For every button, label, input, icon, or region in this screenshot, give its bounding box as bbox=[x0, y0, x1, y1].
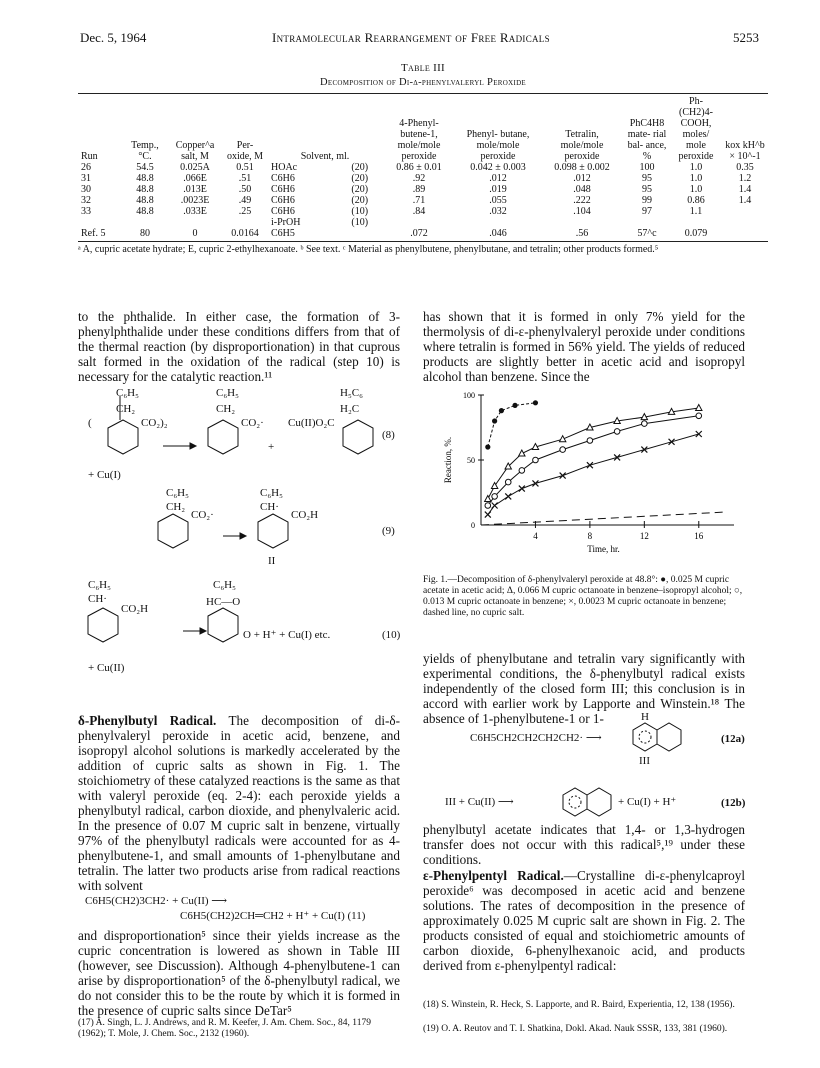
col-run: Run bbox=[81, 151, 98, 162]
table-cell bbox=[382, 217, 456, 228]
y-tick-label: 50 bbox=[467, 456, 475, 465]
table-cell: 99 bbox=[642, 195, 652, 206]
point-cross bbox=[532, 480, 538, 486]
table-cell bbox=[670, 217, 722, 228]
table-cell: (20) bbox=[351, 195, 369, 206]
y-tick-label: 100 bbox=[463, 391, 475, 400]
left-para-2: The decomposition of di-δ-phenylvaleryl peroxide in acetic acid, benzene, and isopropyl alcohol solutions is markedly accelerated by the addition of cupric salts as shown in Fig. 1. The stoichiometry of these catalyzed reactions is the same as that with valeryl peroxide (eq. 2-4): each peroxide yields a phenylbutyl radical, carbon dioxide, and phenylvaleric acid. In the presence of 0.07 M cupric salt in benzene, virtually 97% of the phenylbutyl radicals were accounted for as 4-phenylbutene-1, and small amounts of 1-phenylbutane and tetralin. The latter two products arise from radical reactions with solvent bbox=[78, 713, 400, 893]
table-cell: 1.0 bbox=[689, 184, 703, 195]
point-triangle bbox=[519, 450, 525, 456]
footnote-19: (19) O. A. Reutov and T. I. Shatkina, Dokl. Akad. Nauk SSSR, 133, 381 (1960). bbox=[423, 1024, 728, 1034]
point-circle bbox=[492, 494, 498, 500]
point-triangle bbox=[696, 405, 702, 411]
svg-text:C₆H₅: C₆H₅ bbox=[88, 579, 111, 591]
left-para-3: and disproportionation⁵ since their yields increase as the cupric concentration is lowered as shown in Table III (however, see Discussion). Although 4-phenylbutene-1 can arise by disproportionation⁵ of the δ-phenylbutyl radical, we do not consider this to be the route by which it is formed in the presence of cupric salts since DeTar⁵ bbox=[78, 928, 400, 1018]
page-number: 5253 bbox=[733, 30, 759, 45]
eq-12b-number: (12b) bbox=[721, 797, 745, 809]
table-cell: HOAc bbox=[271, 162, 298, 173]
table-cell: C6H6 bbox=[271, 206, 295, 217]
table-row bbox=[78, 206, 768, 217]
table-cell: .046 bbox=[489, 228, 507, 239]
col-k: kox kH^b × 10^-1 bbox=[725, 140, 765, 162]
table-cell: 1.0 bbox=[689, 162, 703, 173]
point-cross bbox=[641, 447, 647, 453]
table-cell: (20) bbox=[351, 184, 369, 195]
col-temp: Temp., °C. bbox=[131, 140, 159, 162]
table-cell: 1.1 bbox=[689, 206, 703, 217]
table-row bbox=[78, 195, 768, 206]
table-cell: .51 bbox=[238, 173, 252, 184]
left-section-delta-phenylbutyl bbox=[78, 713, 400, 893]
svg-text:H₅C₆: H₅C₆ bbox=[340, 387, 363, 399]
table-cell: .0023E bbox=[180, 195, 210, 206]
running-date: Dec. 5, 1964 bbox=[80, 30, 147, 45]
point-cross bbox=[560, 473, 566, 479]
table-cell: 0.079 bbox=[684, 228, 708, 239]
left-para-1: to the phthalide. In either case, the formation of 3-phenylphthalide under these conditions differs from that of the thermal reaction (by disproportionation) in that cuprous salt formed in the oxidation of the radical (step 10) is necessary for the catalytic reaction.¹¹ bbox=[78, 309, 400, 384]
table-cell: 80 bbox=[140, 228, 150, 239]
series-line-dot bbox=[488, 403, 536, 447]
table-cell: 57^c bbox=[637, 228, 657, 239]
table-cell: 30 bbox=[81, 184, 91, 195]
table-cell: .048 bbox=[573, 184, 591, 195]
table-cell: 32 bbox=[81, 195, 91, 206]
running-title: Intramolecular Rearrangement of Free Radicals bbox=[272, 30, 550, 45]
table-cell: 97 bbox=[642, 206, 652, 217]
col-acid: Ph- (CH2)4- COOH, moles/ mole peroxide bbox=[678, 96, 714, 162]
point-cross bbox=[485, 512, 491, 518]
eq-11-line-2: C6H5(CH2)2CH═CH2 + H⁺ + Cu(I) (11) bbox=[180, 910, 366, 922]
svg-text:CO₂H: CO₂H bbox=[291, 509, 319, 521]
point-circle bbox=[533, 457, 539, 463]
col-copper: Copper^a salt, M bbox=[175, 140, 215, 162]
data-table bbox=[78, 96, 768, 239]
eq-8-number: (8) bbox=[382, 429, 395, 441]
svg-text:CO₂)₂: CO₂)₂ bbox=[141, 417, 168, 429]
table-cell: 48.8 bbox=[136, 173, 154, 184]
table-cell: (20) bbox=[351, 162, 369, 173]
table-header-row bbox=[78, 96, 768, 162]
table-cell bbox=[122, 217, 168, 228]
table-cell: .71 bbox=[412, 195, 426, 206]
section-heading-phenylpentyl: ε-Phenylpentyl Radical. bbox=[423, 868, 564, 883]
table-cell: .104 bbox=[573, 206, 591, 217]
svg-text:CH₂: CH₂ bbox=[116, 403, 136, 415]
table-top-rule bbox=[78, 93, 768, 94]
table-caption: Decomposition of Di-δ-phenylvaleryl Peroxide bbox=[319, 77, 527, 88]
point-circle bbox=[485, 503, 491, 509]
point-dot bbox=[512, 403, 517, 408]
table-cell bbox=[722, 206, 768, 217]
table-cell: (10) bbox=[351, 217, 369, 228]
table-cell: .019 bbox=[489, 184, 507, 195]
y-axis-label: Reaction, %. bbox=[443, 436, 453, 484]
col-tetralin: Tetralin, mole/mole peroxide bbox=[560, 129, 604, 162]
table-cell: 1.2 bbox=[738, 173, 752, 184]
point-circle bbox=[614, 429, 620, 435]
table-cell: .032 bbox=[489, 206, 507, 217]
point-circle bbox=[505, 479, 511, 485]
svg-text:C₆H₅: C₆H₅ bbox=[216, 387, 239, 399]
table-cell: 0.0164 bbox=[231, 228, 259, 239]
series-line-dashed bbox=[481, 512, 726, 525]
table-cell: 0.098 ± 0.002 bbox=[554, 162, 610, 173]
point-dot bbox=[485, 444, 490, 449]
figure-1-chart bbox=[423, 385, 745, 570]
table-cell bbox=[624, 217, 670, 228]
table-cell: .033E bbox=[183, 206, 207, 217]
point-circle bbox=[560, 447, 566, 453]
svg-text:C₆H₅: C₆H₅ bbox=[213, 579, 236, 591]
point-cross bbox=[492, 503, 498, 509]
table-row bbox=[78, 184, 768, 195]
footnote-17: (17) A. Singh, L. J. Andrews, and R. M. Keefer, J. Am. Chem. Soc., 84, 1179 (1962); T. Mole, J. Chem. Soc., 2132 (1960). bbox=[78, 1018, 371, 1039]
figure-1-caption: Fig. 1.—Decomposition of δ-phenylvaleryl peroxide at 48.8°: ●, 0.025 M cupric acetate in acetic acid; Δ, 0.066 M cupric octanoate in benzene–isopropyl alcohol; ○, 0.013 M cupric octanoate in benzene; ×, 0.0023 M cupric octanoate in benzene; dashed line, no cupric salt. bbox=[423, 575, 743, 618]
table-cell: .013E bbox=[183, 184, 207, 195]
table-cell bbox=[338, 228, 382, 239]
table-cell: 33 bbox=[81, 206, 91, 217]
table-cell: .012 bbox=[573, 173, 591, 184]
table-cell bbox=[540, 217, 624, 228]
table-cell: 1.4 bbox=[738, 184, 752, 195]
point-triangle bbox=[485, 496, 491, 502]
series-line-circle bbox=[488, 416, 699, 506]
point-cross bbox=[519, 486, 525, 492]
table-cell bbox=[168, 217, 222, 228]
table-cell: Ref. 5 bbox=[81, 228, 106, 239]
svg-text:CO₂H: CO₂H bbox=[121, 603, 149, 615]
table-row bbox=[78, 228, 768, 239]
table-cell: .25 bbox=[238, 206, 252, 217]
label-III: III bbox=[639, 755, 650, 767]
svg-text:+ Cu(I): + Cu(I) bbox=[88, 469, 121, 481]
right-para-1: has shown that it is formed in only 7% yield for the thermolysis of di-ε-phenylvaleryl peroxide under conditions where tetralin is formed in 56% yield. The yields of reduced products are slightly better in acetic acid and isopropyl alcohol than benzene. Since the bbox=[423, 309, 745, 384]
table-cell: 1.0 bbox=[689, 173, 703, 184]
point-cross bbox=[587, 462, 593, 468]
table-cell: (20) bbox=[351, 173, 369, 184]
point-cross bbox=[669, 439, 675, 445]
table-cell: .012 bbox=[489, 173, 507, 184]
table-cell: .50 bbox=[238, 184, 252, 195]
col-phenylbutane: Phenyl- butane, mole/mole peroxide bbox=[466, 129, 530, 162]
point-circle bbox=[587, 438, 593, 444]
table-cell bbox=[222, 217, 268, 228]
table-cell: .92 bbox=[412, 173, 426, 184]
x-tick-label: 16 bbox=[694, 531, 704, 541]
svg-text:H₂C: H₂C bbox=[340, 403, 360, 415]
right-para-2: yields of phenylbutane and tetralin vary significantly with experimental conditions, the δ-phenylbutyl radical exists independently of the closed form III; this conclusion is in accord with earlier work by Lapporte and Winstein.¹⁸ The absence of 1-phenylbutene-1 or 1- bbox=[423, 651, 745, 726]
y-tick-label: 0 bbox=[471, 521, 475, 530]
point-cross bbox=[505, 493, 511, 499]
svg-text:+ Cu(II): + Cu(II) bbox=[88, 662, 125, 674]
eq-10-number: (10) bbox=[382, 629, 401, 641]
reaction-scheme-8-10 bbox=[78, 386, 408, 696]
eq-9-number: (9) bbox=[382, 525, 395, 537]
table-cell: 48.8 bbox=[136, 195, 154, 206]
footnote-18: (18) S. Winstein, R. Heck, S. Lapporte, and R. Baird, Experientia, 12, 138 (1956). bbox=[423, 1000, 735, 1010]
svg-text:(: ( bbox=[88, 417, 92, 429]
x-tick-label: 12 bbox=[639, 531, 649, 541]
eq-12a-number: (12a) bbox=[721, 733, 745, 745]
table-cell: 48.8 bbox=[136, 206, 154, 217]
svg-text:O + H⁺ + Cu(I) etc.: O + H⁺ + Cu(I) etc. bbox=[243, 629, 331, 641]
table-cell bbox=[78, 217, 122, 228]
svg-text:Cu(II)O₂C: Cu(II)O₂C bbox=[288, 417, 335, 429]
point-cross bbox=[696, 431, 702, 437]
table-row bbox=[78, 217, 768, 228]
table-cell: 0.042 ± 0.003 bbox=[470, 162, 526, 173]
table-cell: 1.4 bbox=[738, 195, 752, 206]
table-cell: 0.51 bbox=[236, 162, 254, 173]
table-cell: 95 bbox=[642, 173, 652, 184]
table-cell: (10) bbox=[351, 206, 369, 217]
table-cell: 100 bbox=[639, 162, 655, 173]
eq-12a-left: C6H5CH2CH2CH2CH2· ⟶ bbox=[470, 732, 602, 744]
table-cell: 54.5 bbox=[136, 162, 154, 173]
point-circle bbox=[642, 421, 648, 427]
svg-text:H: H bbox=[641, 712, 649, 723]
table-cell: .84 bbox=[412, 206, 426, 217]
eq-12b-left: III + Cu(II) ⟶ bbox=[445, 796, 514, 808]
table-cell: C6H5 bbox=[271, 228, 295, 239]
right-section-epsilon-phenylpentyl bbox=[423, 868, 745, 973]
table-cell: 0.86 bbox=[687, 195, 705, 206]
table-cell: C6H6 bbox=[271, 195, 295, 206]
table-cell: C6H6 bbox=[271, 173, 295, 184]
point-dot bbox=[533, 400, 538, 405]
label-II: II bbox=[268, 555, 276, 567]
table-row bbox=[78, 162, 768, 173]
svg-text:+: + bbox=[268, 441, 275, 453]
svg-text:HC—O: HC—O bbox=[206, 596, 241, 608]
point-cross bbox=[614, 454, 620, 460]
eq-12b-right: + Cu(I) + H⁺ bbox=[618, 796, 677, 808]
svg-text:CH₂: CH₂ bbox=[216, 403, 236, 415]
series-line-cross bbox=[488, 434, 699, 515]
table-cell: 0.35 bbox=[736, 162, 754, 173]
svg-text:CO₂·: CO₂· bbox=[241, 417, 264, 429]
point-circle bbox=[696, 413, 702, 419]
table-cell: 95 bbox=[642, 184, 652, 195]
table-cell: .49 bbox=[238, 195, 252, 206]
col-balance: PhC4H8 mate- rial bal- ance, % bbox=[627, 118, 667, 162]
table-cell: i-PrOH bbox=[271, 217, 301, 228]
table-bottom-rule bbox=[78, 241, 768, 242]
point-dot bbox=[499, 408, 504, 413]
x-tick-label: 8 bbox=[587, 531, 593, 541]
svg-text:C₆H₅: C₆H₅ bbox=[166, 487, 189, 499]
table-cell: .89 bbox=[412, 184, 426, 195]
x-axis-label: Time, hr. bbox=[587, 544, 620, 554]
table-cell: 0.86 ± 0.01 bbox=[396, 162, 442, 173]
svg-text:CO₂·: CO₂· bbox=[191, 509, 214, 521]
svg-text:CH₂: CH₂ bbox=[166, 501, 186, 513]
x-tick-label: 4 bbox=[533, 531, 538, 541]
eq-11-line-1: C6H5(CH2)3CH2· + Cu(II) ⟶ bbox=[85, 895, 228, 907]
svg-text:C₆H₅: C₆H₅ bbox=[116, 387, 139, 399]
table-cell: .072 bbox=[410, 228, 428, 239]
point-circle bbox=[519, 468, 525, 474]
table-cell: 0.025A bbox=[180, 162, 210, 173]
table-cell: 31 bbox=[81, 173, 91, 184]
col-phenylbutene: 4-Phenyl- butene-1, mole/mole peroxide bbox=[397, 118, 441, 162]
table-row bbox=[78, 173, 768, 184]
table-cell: 48.8 bbox=[136, 184, 154, 195]
table-footnote: ᵃ A, cupric acetate hydrate; E, cupric 2-ethylhexanoate. ᵇ See text. ᶜ Material as phenylbutene, phenylbutane, and tetralin; other products formed.⁵ bbox=[78, 244, 659, 255]
table-cell: .56 bbox=[575, 228, 589, 239]
col-solvent: Solvent, ml. bbox=[300, 151, 350, 162]
table-cell: 0 bbox=[192, 228, 198, 239]
table-cell bbox=[722, 217, 768, 228]
section-heading-phenylbutyl: δ-Phenylbutyl Radical. bbox=[78, 713, 217, 728]
right-para-3: phenylbutyl acetate indicates that 1,4- or 1,3-hydrogen transfer does not occur with this radical⁵,¹⁹ under these conditions. bbox=[423, 822, 745, 867]
right-para-4: —Crystalline di-ε-phenylcaproyl peroxide⁶ was decomposed in acetic acid and benzene solutions. The rates of decomposition in the presence of approximately 0.025 M cupric salt are shown in Fig. 2. The products consisted of equal and stoichiometric amounts of carbon dioxide, 6-phenylhexanoic acid, and products derived from ε-phenylpentyl radical: bbox=[423, 868, 746, 973]
table-cell: C6H6 bbox=[271, 184, 295, 195]
col-peroxide: Per- oxide, M bbox=[226, 140, 264, 162]
table-cell: 26 bbox=[81, 162, 91, 173]
svg-text:C₆H₅: C₆H₅ bbox=[260, 487, 283, 499]
table-cell bbox=[722, 228, 768, 239]
table-cell bbox=[456, 217, 540, 228]
table-cell: .066E bbox=[183, 173, 207, 184]
point-dot bbox=[492, 418, 497, 423]
table-label: Table III bbox=[400, 62, 446, 74]
table-cell: .222 bbox=[573, 195, 591, 206]
svg-text:CH·: CH· bbox=[88, 593, 107, 605]
svg-text:CH·: CH· bbox=[260, 501, 279, 513]
table-cell: .055 bbox=[489, 195, 507, 206]
